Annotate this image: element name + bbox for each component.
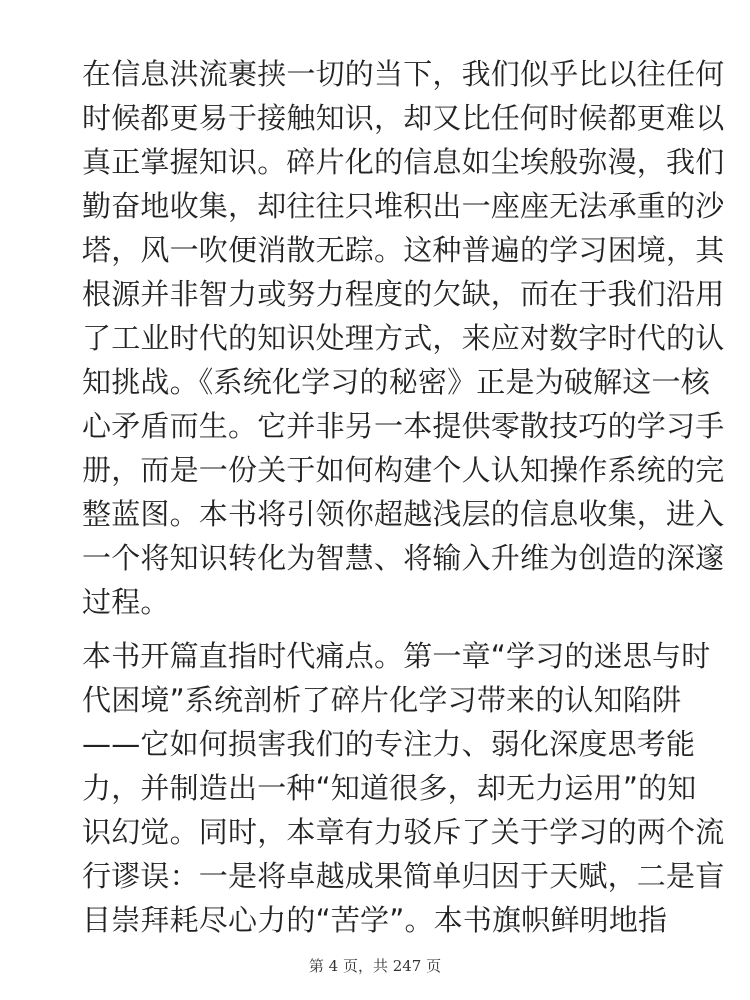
paragraph-2: [82, 634, 725, 942]
text-line: 册，而是一份关于如何构建个人认知操作系统的完: [82, 453, 725, 487]
text-line: 力，并制造出一种“知道很多，却无力运用”的知: [82, 771, 697, 805]
text-line: 勤奋地收集，却往往只堆积出一座座无法承重的沙: [82, 189, 725, 223]
text-line: 在信息洪流裹挟一切的当下，我们似乎比以往任何: [82, 57, 725, 91]
text-line: 根源并非智力或努力程度的欠缺，而在于我们沿用: [82, 277, 725, 311]
text-line: 心矛盾而生。它并非另一本提供零散技巧的学习手: [82, 409, 725, 443]
text-line: 行谬误：一是将卓越成果简单归因于天赋，二是盲: [82, 859, 725, 893]
text-line: 时候都更易于接触知识，却又比任何时候都更难以: [82, 101, 725, 135]
text-line: 目崇拜耗尽心力的“苦学”。本书旗帜鲜明地指: [82, 903, 668, 937]
body-text: [82, 52, 725, 942]
text-line: 识幻觉。同时，本章有力驳斥了关于学习的两个流: [82, 815, 725, 849]
page-number: 第 4 页，共 247 页: [308, 957, 442, 975]
text-line: 过程。: [82, 585, 170, 619]
text-line: 了工业时代的知识处理方式，来应对数字时代的认: [82, 321, 725, 355]
text-line: 塔，风一吹便消散无踪。这种普遍的学习困境，其: [82, 233, 725, 267]
text-line: ——它如何损害我们的专注力、弱化深度思考能: [82, 727, 696, 761]
text-line: 一个将知识转化为智慧、将输入升维为创造的深邃: [82, 541, 725, 575]
text-line: 真正掌握知识。碎片化的信息如尘埃般弥漫，我们: [82, 145, 725, 179]
text-line: 本书开篇直指时代痛点。第一章“学习的迷思与时: [82, 639, 711, 673]
text-line: 整蓝图。本书将引领你超越浅层的信息收集，进入: [82, 497, 725, 531]
text-line: 知挑战。《系统化学习的秘密》正是为破解这一核: [82, 365, 710, 399]
text-line: 代困境”系统剖析了碎片化学习带来的认知陷阱: [82, 683, 682, 717]
paragraph-1: [82, 52, 725, 624]
